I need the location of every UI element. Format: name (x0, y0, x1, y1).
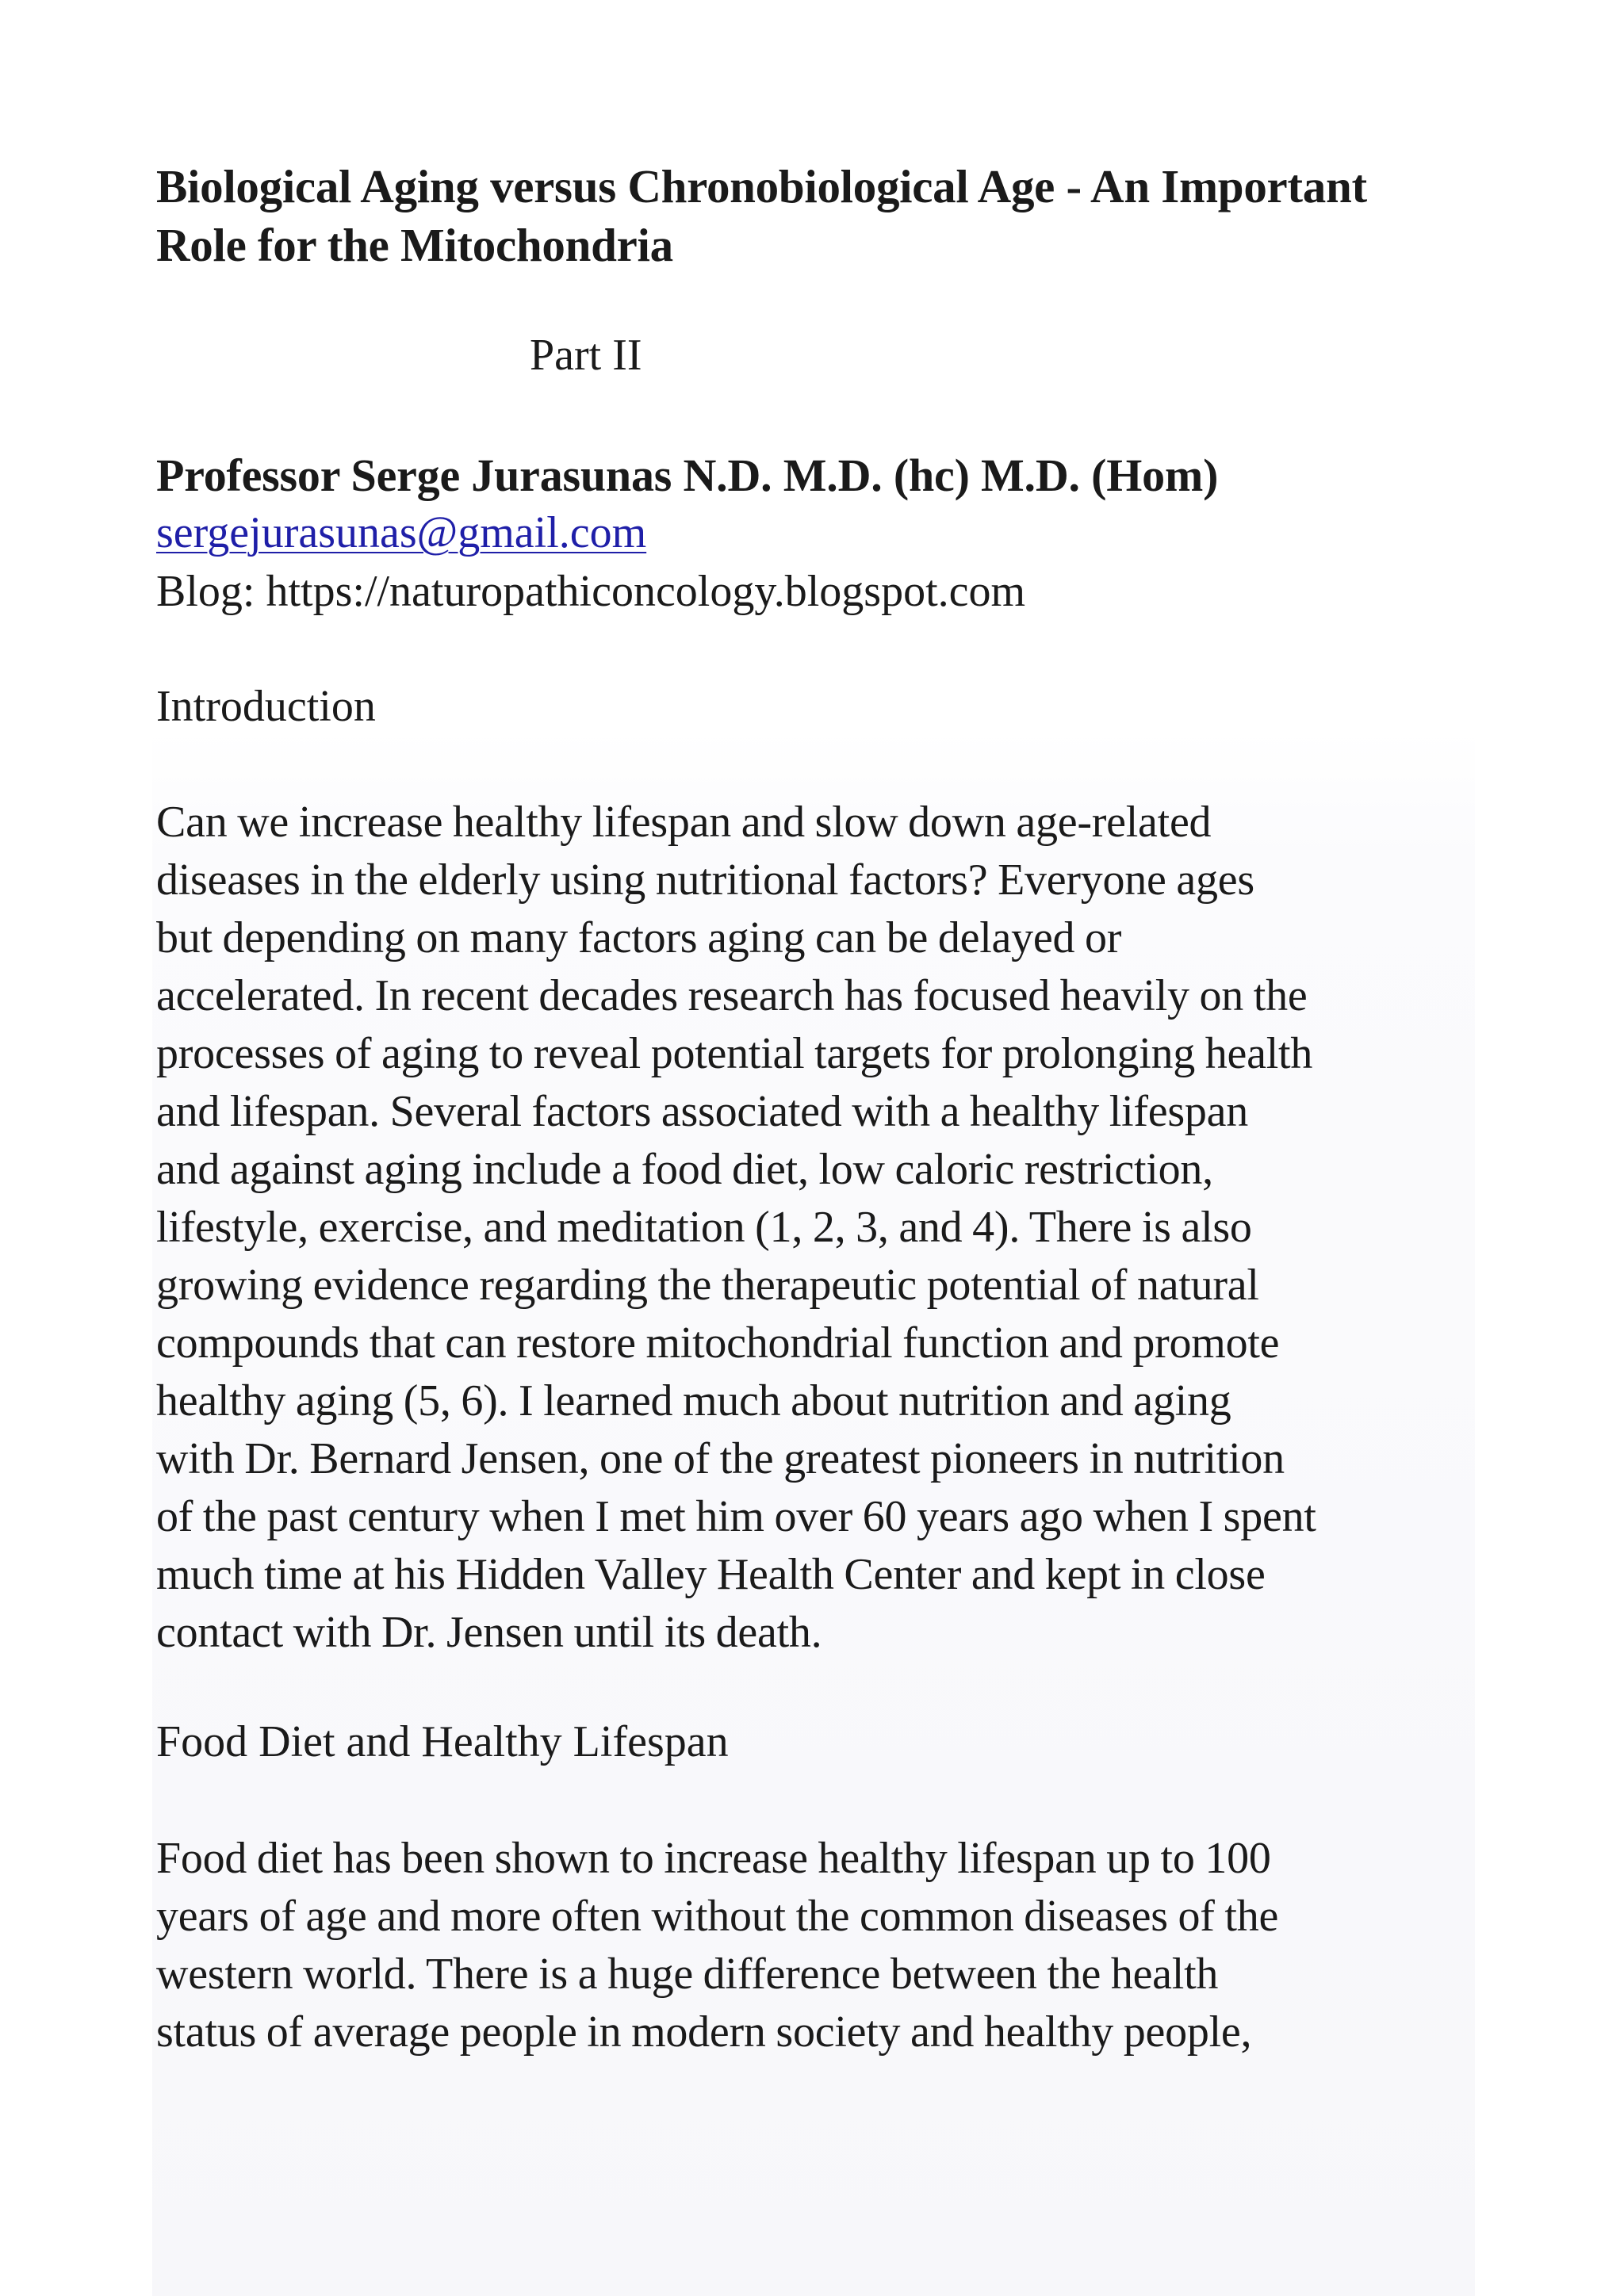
text-line: compounds that can restore mitochondrial function and promote (156, 1318, 1280, 1368)
text-line: with Dr. Bernard Jensen, one of the greatest pioneers in nutrition (156, 1434, 1285, 1483)
text-line: and lifespan. Several factors associated with a healthy lifespan (156, 1087, 1249, 1136)
text-line: but depending on many factors aging can be delayed or (156, 913, 1122, 962)
introduction-paragraph (156, 794, 1473, 1662)
text-line: lifestyle, exercise, and meditation (1, 2, 3, and 4). There is also (156, 1203, 1252, 1252)
email-link[interactable]: sergejurasunas@gmail.com (156, 508, 647, 557)
author-name: Professor Serge Jurasunas N.D. M.D. (hc) M.D. (Hom) (156, 450, 1219, 501)
text-line: growing evidence regarding the therapeutic potential of natural (156, 1261, 1259, 1310)
title-line: Role for the Mitochondria (156, 219, 673, 271)
text-line: accelerated. In recent decades research has focused heavily on the (156, 971, 1308, 1020)
section-heading-food-diet: Food Diet and Healthy Lifespan (156, 1717, 729, 1766)
section-heading-introduction: Introduction (156, 682, 376, 731)
text-line: Food diet has been shown to increase healthy lifespan up to 100 (156, 1834, 1271, 1883)
food-diet-paragraph (156, 1830, 1473, 2061)
text-line: western world. There is a huge difference between the health (156, 1950, 1219, 1999)
text-line: status of average people in modern society and healthy people, (156, 2007, 1252, 2057)
title-line: Biological Aging versus Chronobiological Age - An Important (156, 160, 1367, 212)
blog-url: Blog: https://naturopathiconcology.blogspot.com (156, 567, 1026, 616)
text-line: processes of aging to reveal potential targets for prolonging health (156, 1029, 1313, 1078)
text-line: much time at his Hidden Valley Health Center and kept in close (156, 1550, 1266, 1599)
text-line: and against aging include a food diet, low caloric restriction, (156, 1145, 1213, 1194)
document-title (156, 157, 1473, 274)
text-line: Can we increase healthy lifespan and slow down age-related (156, 798, 1212, 847)
part-label: Part II (530, 331, 642, 380)
text-line: healthy aging (5, 6). I learned much about nutrition and aging (156, 1376, 1231, 1425)
text-line: of the past century when I met him over 60 years ago when I spent (156, 1492, 1316, 1541)
text-line: contact with Dr. Jensen until its death. (156, 1608, 822, 1657)
text-line: diseases in the elderly using nutritional factors? Everyone ages (156, 855, 1254, 905)
text-line: years of age and more often without the common diseases of the (156, 1892, 1279, 1941)
